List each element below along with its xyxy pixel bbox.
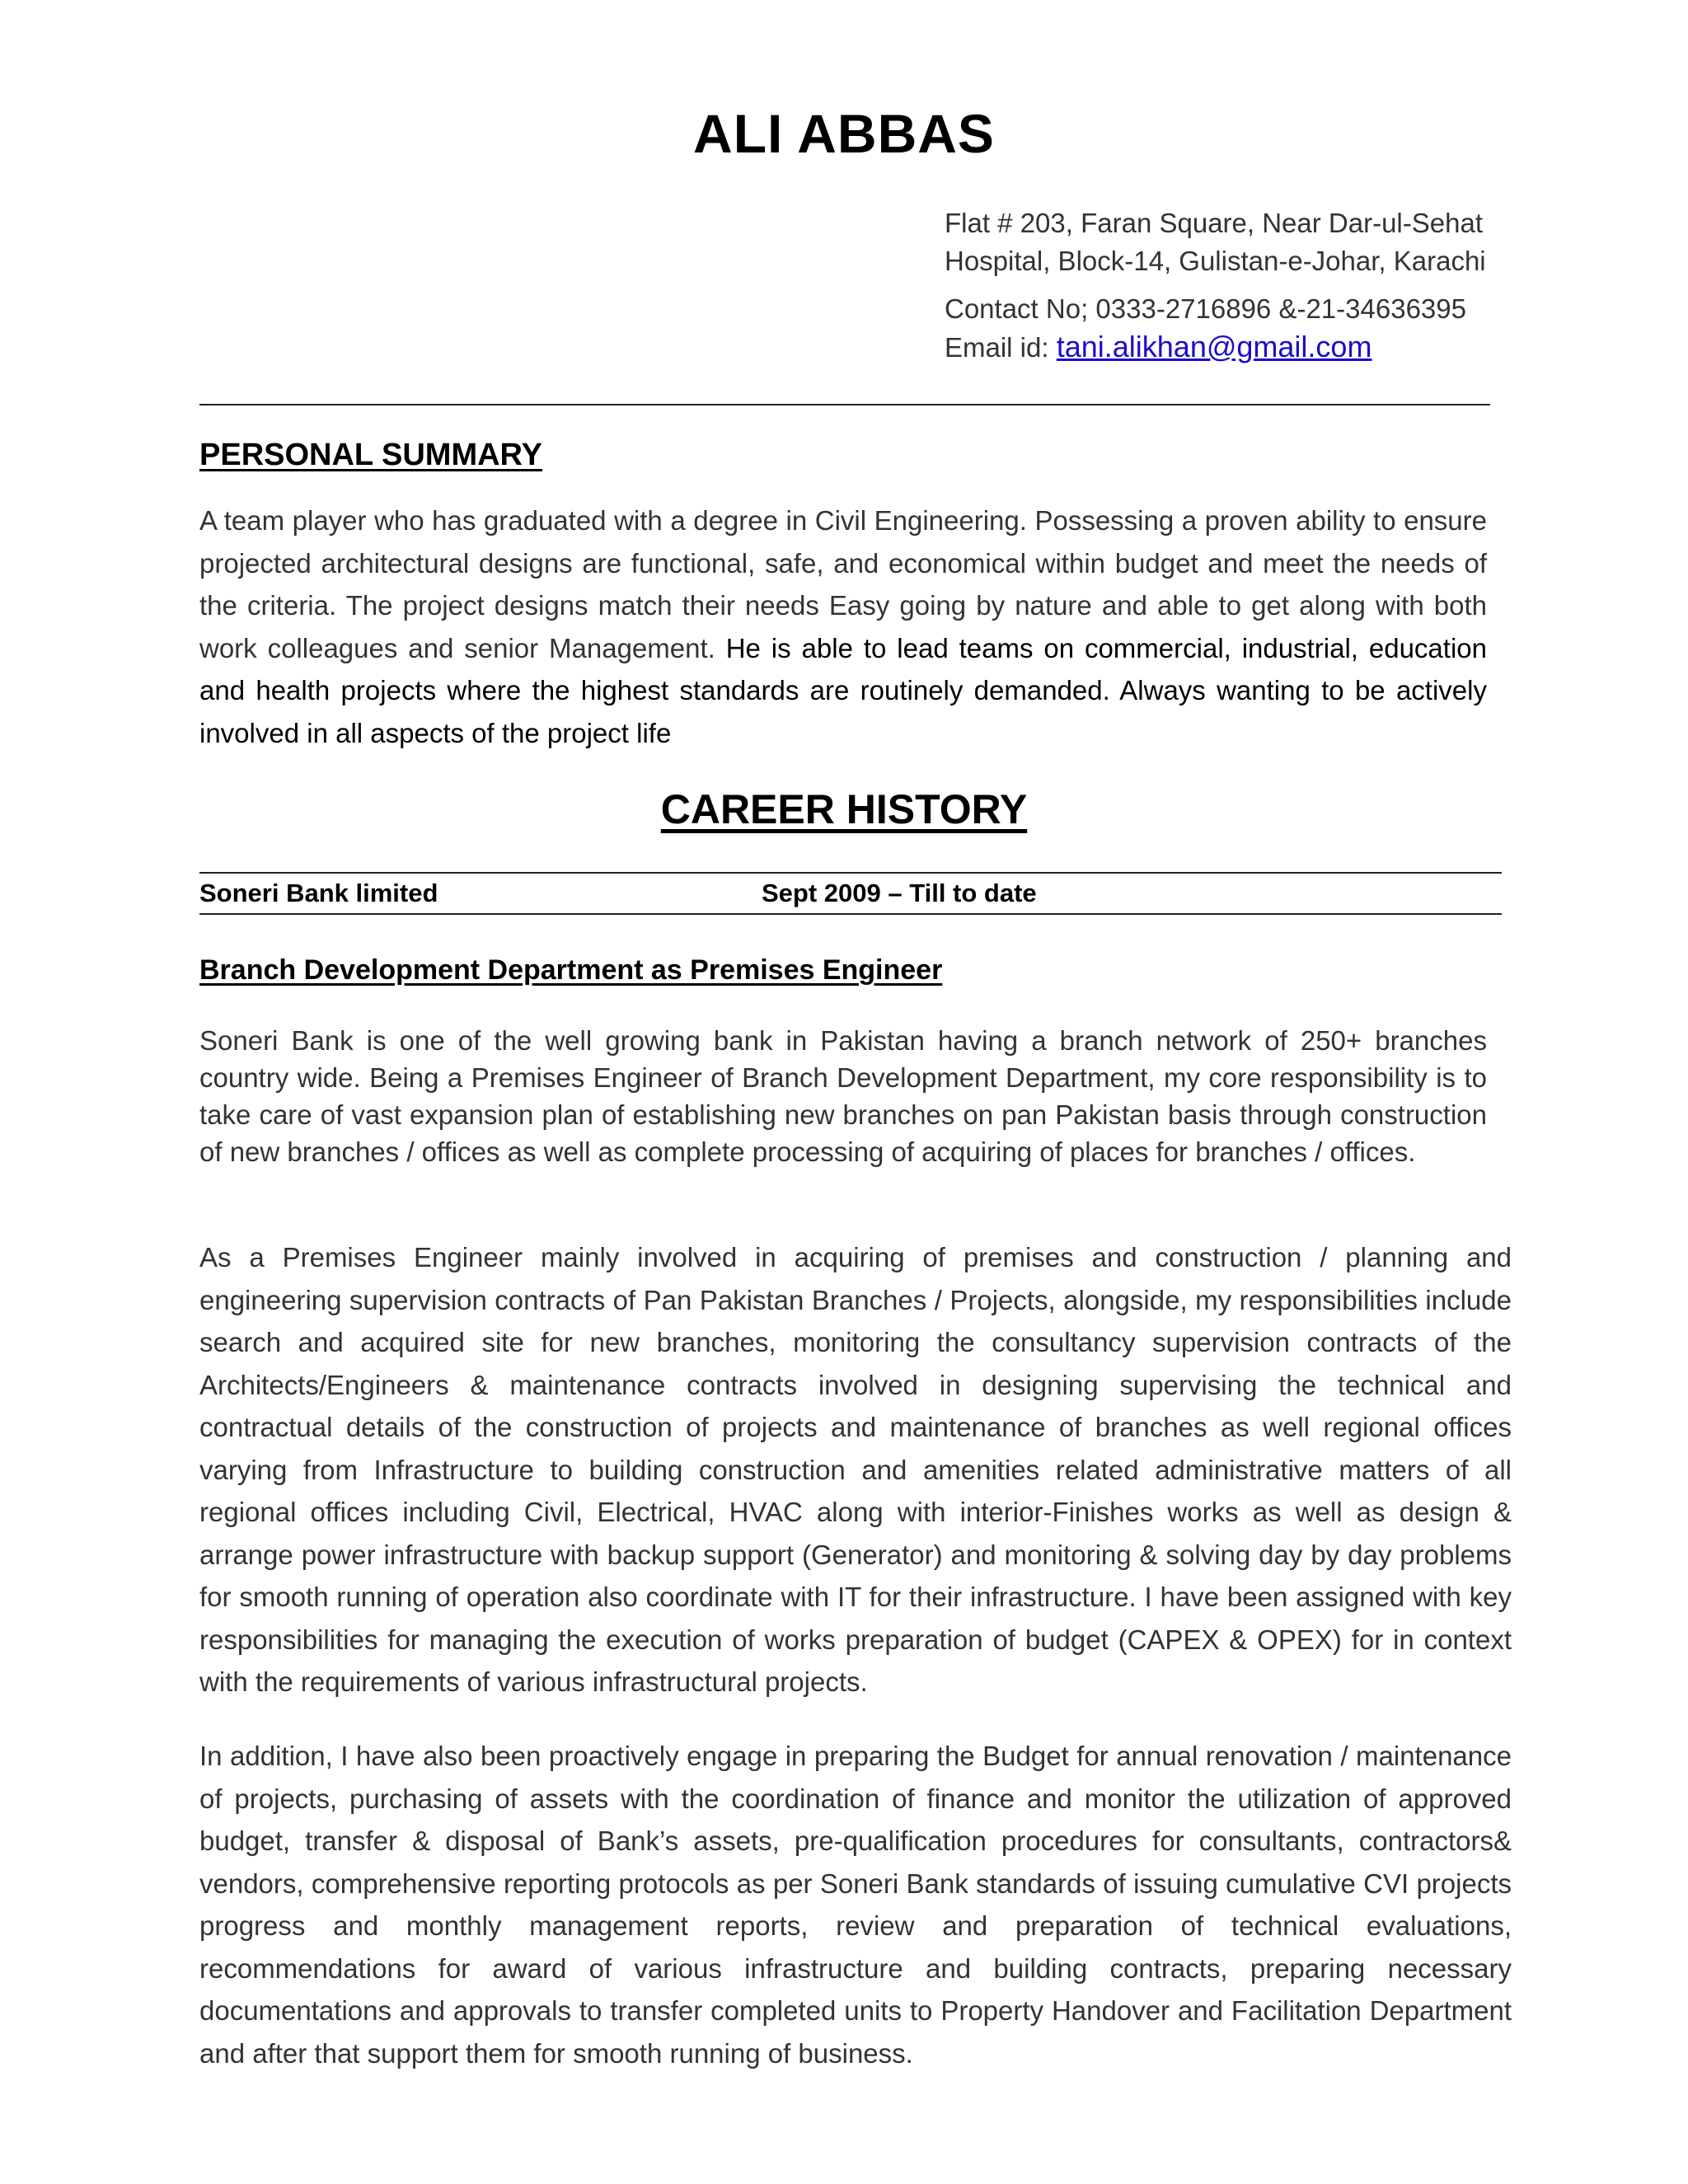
personal-summary-part-2: He is able to lead teams on commercial, industrial, education and health projects where the highest standards are routinely demanded. Always wanting to be actively involved in all aspects of the project life	[199, 632, 1487, 748]
job-row-top-divider	[199, 872, 1502, 874]
contact-number: Contact No; 0333-2716896 &-21-34636395	[945, 293, 1466, 324]
employment-dates: Sept 2009 – Till to date	[762, 879, 1037, 907]
employer-name: Soneri Bank limited	[199, 879, 438, 907]
address-line-2: Hospital, Block-14, Gulistan-e-Johar, Karachi	[945, 246, 1486, 276]
header-divider	[199, 404, 1490, 405]
personal-summary-heading: PERSONAL SUMMARY	[199, 438, 542, 472]
personal-summary-part-1: A team player who has graduated with a degree in Civil Engineering. Possessing a proven ability to ensure projected architectural designs are functional, safe, and economical within budget and meet the needs of the criteria. The project designs match their needs Easy going by nature and able to get along with both work colleagues and senior Management.	[199, 505, 1487, 663]
contact-block	[945, 204, 1670, 367]
job-row-bottom-divider	[199, 913, 1502, 915]
address-line-1: Flat # 203, Faran Square, Near Dar-ul-Sehat	[945, 208, 1483, 238]
email-line	[945, 328, 1670, 367]
career-paragraph-3: In addition, I have also been proactively engage in preparing the Budget for annual renovation / maintenance of projects, purchasing of assets with the coordination of finance and monitor the utilization of approved budget, transfer & disposal of Bank’s assets, pre-qualification procedures for consultants, contractors& vendors, comprehensive reporting protocols as per Soneri Bank standards of issuing cumulative CVI projects progress and monthly management reports, review and preparation of technical evaluations, recommendations for award of various infrastructure and building contracts, preparing necessary documentations and approvals to transfer completed units to Property Handover and Facilitation Department and after that support them for smooth running of business.	[199, 1741, 1512, 2069]
candidate-name: ALI ABBAS	[693, 103, 995, 164]
email-label: Email id:	[945, 332, 1057, 363]
role-title: Branch Development Department as Premises Engineer	[199, 954, 943, 986]
career-paragraph-1: Soneri Bank is one of the well growing bank in Pakistan having a branch network of 250+ branches country wide. Being a Premises Engineer of Branch Development Department, my core responsibility is to take care of vast expansion plan of establishing new branches on pan Pakistan basis through construction of new branches / offices as well as complete processing of acquiring of places for branches / offices.	[199, 1025, 1487, 1167]
personal-summary-text	[199, 499, 1487, 754]
email-link[interactable]: tani.alikhan@gmail.com	[1056, 330, 1372, 363]
career-paragraph-2: As a Premises Engineer mainly involved in acquiring of premises and construction / planning and engineering supervision contracts of Pan Pakistan Branches / Projects, alongside, my responsibilities include search and acquired site for new branches, monitoring the consultancy supervision contracts of the Architects/Engineers & maintenance contracts involved in designing supervising the technical and contractual details of the construction of projects and maintenance of branches as well regional offices varying from Infrastructure to building construction and amenities related administrative matters of all regional offices including Civil, Electrical, HVAC along with interior-Finishes works as well as design & arrange power infrastructure with backup support (Generator) and monitoring & solving day by day problems for smooth running of operation also coordinate with IT for their infrastructure. I have been assigned with key responsibilities for managing the execution of works preparation of budget (CAPEX & OPEX) for in context with the requirements of various infrastructural projects.	[199, 1242, 1512, 1697]
career-history-heading: CAREER HISTORY	[660, 786, 1028, 832]
